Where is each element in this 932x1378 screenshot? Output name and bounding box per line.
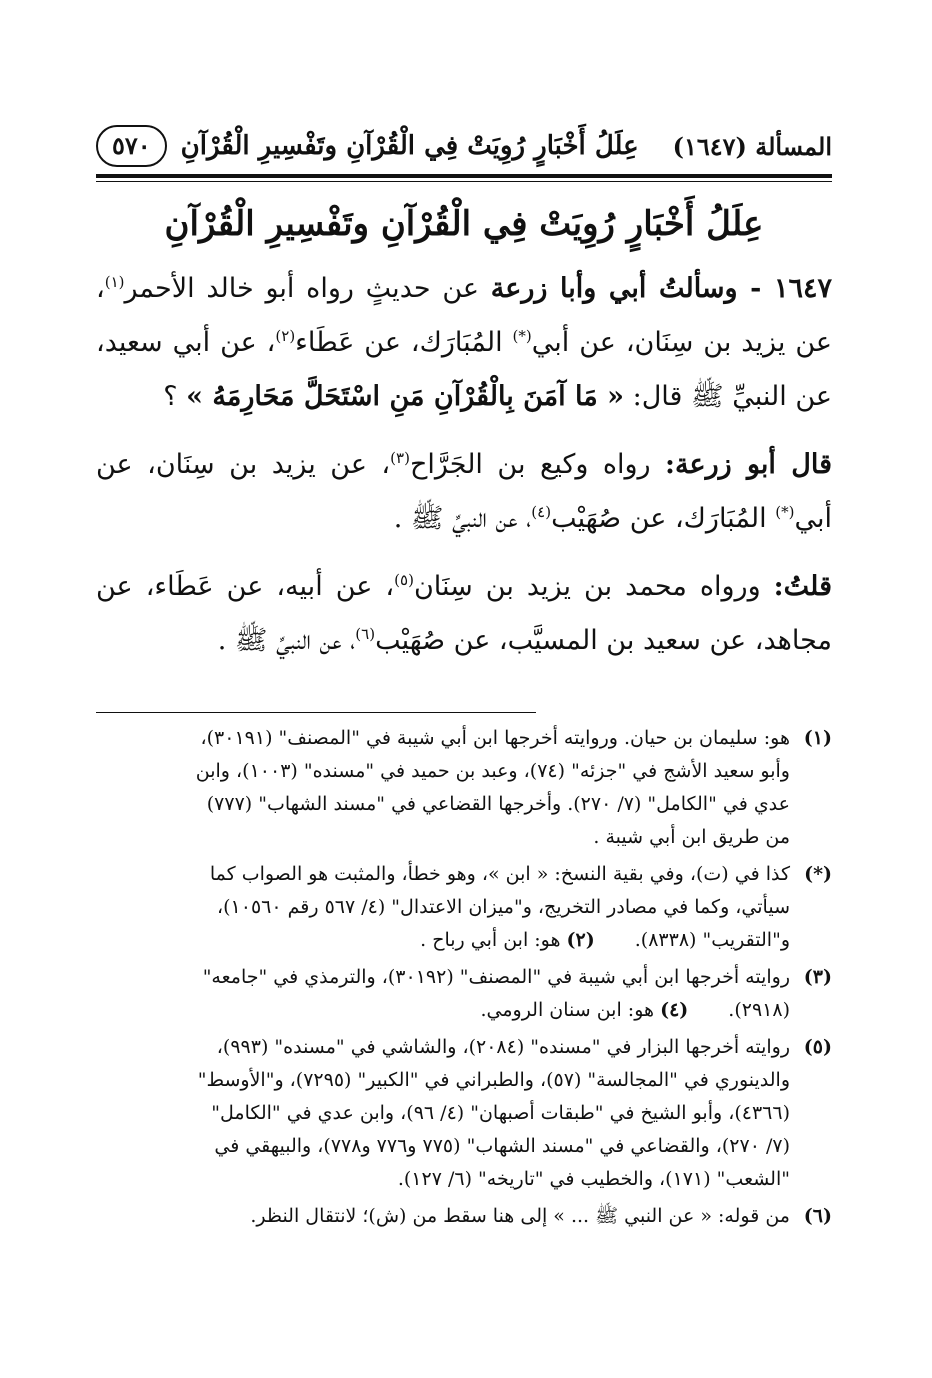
footnote-ref: (١)	[104, 273, 125, 291]
footnote-mark: (*)	[804, 863, 832, 885]
page-number-badge: ٥٧٠	[96, 125, 167, 167]
speaker-label: قلتُ:	[773, 571, 832, 602]
footnote-line: (٧/ ٢٧٠)، والقضاعي في "مسند الشهاب" (٧٧٥ و٧٧٦ و٧٧٨)، والبيهقي في	[214, 1135, 790, 1157]
footnote-line: من طريق ابن أبي شيبة .	[593, 826, 790, 848]
footnote-text	[96, 858, 790, 957]
footnote-line	[96, 924, 790, 957]
footnote-line-text: و"التقريب" (٨٣٣٨).	[634, 929, 790, 951]
footnote-ref: (٥)	[394, 571, 414, 589]
text-span: ، عن النبيِّ ﷺ .	[217, 625, 356, 656]
footnote-6	[96, 1200, 832, 1233]
footnote-separator	[96, 712, 536, 713]
header-rule-thick	[96, 174, 832, 178]
footnote-ref: (٢)	[275, 327, 296, 345]
footnote-line: وأبو سعيد الأشج في "جزئه" (٧٤)، وعبد بن حميد في "مسنده" (١٠٠٣)، وابن	[195, 760, 790, 782]
question-lead: ١٦٤٧ - وسألتُ أبي وأبا زرعة	[490, 273, 832, 304]
footnote-line: هو: سليمان بن حيان. وروايته أخرجها ابن أبي شيبة في "المصنف" (٣٠١٩١)،	[200, 727, 790, 749]
paragraph-author-note	[96, 560, 832, 668]
section-title: عِلَلُ أَخْبَارٍ رُوِيَتْ فِي الْقُرْآنِ وتَفْسِيرِ الْقُرْآنِ	[164, 204, 764, 244]
main-text	[96, 262, 832, 682]
footnote-line: سيأتي، وكما في مصادر التخريج، و"ميزان الاعتدال" (٤/ ٥٦٧ رقم ١٠٥٦٠)،	[217, 896, 790, 918]
text-span: المُبَارَك، عن صُهَيْب	[551, 503, 776, 534]
footnote-ref: (٤)	[531, 503, 552, 521]
header-title-group	[96, 125, 639, 167]
footnote-mark: (٥)	[803, 1036, 832, 1058]
footnote-mark-2: (٢)	[566, 929, 595, 951]
text-span: ، عن النبيِّ ﷺ .	[393, 503, 532, 534]
text-span: ورواه محمد بن يزيد بن سِنَان	[413, 571, 774, 602]
footnote-text	[96, 722, 790, 854]
hadith-quote: « مَا آمَنَ بِالْقُرْآنِ مَنِ اسْتَحَلَّ مَحَارِمَهُ »	[186, 381, 625, 412]
footnote-mark: (٦)	[803, 1205, 832, 1227]
footnotes	[96, 722, 832, 1237]
footnote-line-text: (٢٩١٨).	[728, 999, 790, 1021]
footnote-2-text: هو: ابن أبي رباح .	[420, 929, 561, 951]
text-span: ، عن يزيد بن سِنَان، عن أبي	[96, 449, 832, 534]
paragraph-abu-zura	[96, 438, 832, 546]
text-span: رواه وكيع بن الجَرَّاح	[409, 449, 666, 480]
footnote-line: روايته أخرجها ابن أبي شيبة في "المصنف" (٣٠١٩٢)، والترمذي في "جامعه"	[202, 966, 790, 988]
text-span: ؟	[163, 381, 187, 412]
running-title: عِلَلُ أَخْبَارٍ رُوِيَتْ فِي الْقُرْآنِ وتَفْسِيرِ الْقُرْآنِ	[180, 131, 639, 161]
footnote-1	[96, 722, 832, 854]
footnote-text	[96, 1200, 790, 1233]
text-span: عن حديثٍ رواه أبو خالد الأحمر	[124, 273, 491, 304]
footnote-mark: (٣)	[803, 966, 832, 988]
text-span: ، عن أبي سعيد، عن النبيِّ ﷺ قال:	[96, 327, 832, 412]
footnote-line: عدي في "الكامل" (٧/ ٢٧٠). وأخرجها القضاعي في "مسند الشهاب" (٧٧٧)	[206, 793, 790, 815]
footnote-line: (٤٣٦٦)، وأبو الشيخ في "طبقات أصبهان" (٤/ ٩٦)، وابن عدي في "الكامل"	[211, 1102, 790, 1124]
footnote-ref: (*)	[775, 503, 795, 521]
speaker-label: قال أبو زرعة:	[665, 449, 832, 480]
footnote-line: والدينوري في "المجالسة" (٥٧)، والطبراني في "الكبير" (٧٢٩٥)، و"الأوسط"	[197, 1069, 790, 1091]
footnote-text	[96, 1031, 790, 1196]
running-header	[96, 118, 832, 174]
footnote-line: "الشعب" (١٧١)، والخطيب في "تاريخه" (٦/ ١٢٧).	[397, 1168, 790, 1190]
text-span: ، عن يزيد بن سِنَان، عن أبي	[96, 273, 832, 358]
footnote-3	[96, 961, 832, 1027]
header-rule-thin	[96, 181, 832, 182]
footnote-line: روايته أخرجها البزار في "مسنده" (٢٠٨٤)، والشاشي في "مسنده" (٩٩٣)،	[216, 1036, 790, 1058]
text-span: المُبَارَك، عن عَطَاء	[295, 327, 513, 358]
text-span: ، عن أبيه، عن عَطَاء، عن مجاهد، عن سعيد بن المسيَّب، عن صُهَيْب	[96, 571, 832, 656]
footnote-line: من قوله: « عن النبي ﷺ ... » إلى هنا سقط من (ش)؛ لانتقال النظر.	[250, 1205, 790, 1227]
footnote-mark-4: (٤)	[660, 999, 689, 1021]
footnote-ref: (٦)	[355, 625, 376, 643]
footnote-5	[96, 1031, 832, 1196]
footnote-star	[96, 858, 832, 957]
footnote-ref: (٣)	[390, 449, 410, 467]
footnote-text	[96, 961, 790, 1027]
paragraph-question	[96, 262, 832, 424]
question-number: المسألة (١٦٤٧)	[672, 131, 832, 161]
footnote-line	[96, 994, 790, 1027]
footnote-ref: (*)	[512, 327, 532, 345]
footnote-4-text: هو: ابن سنان الرومي.	[480, 999, 655, 1021]
footnote-line: كذا في (ت)، وفي بقية النسخ: « ابن »، وهو خطأ، والمثبت هو الصواب كما	[209, 863, 790, 885]
footnote-mark: (١)	[803, 727, 832, 749]
